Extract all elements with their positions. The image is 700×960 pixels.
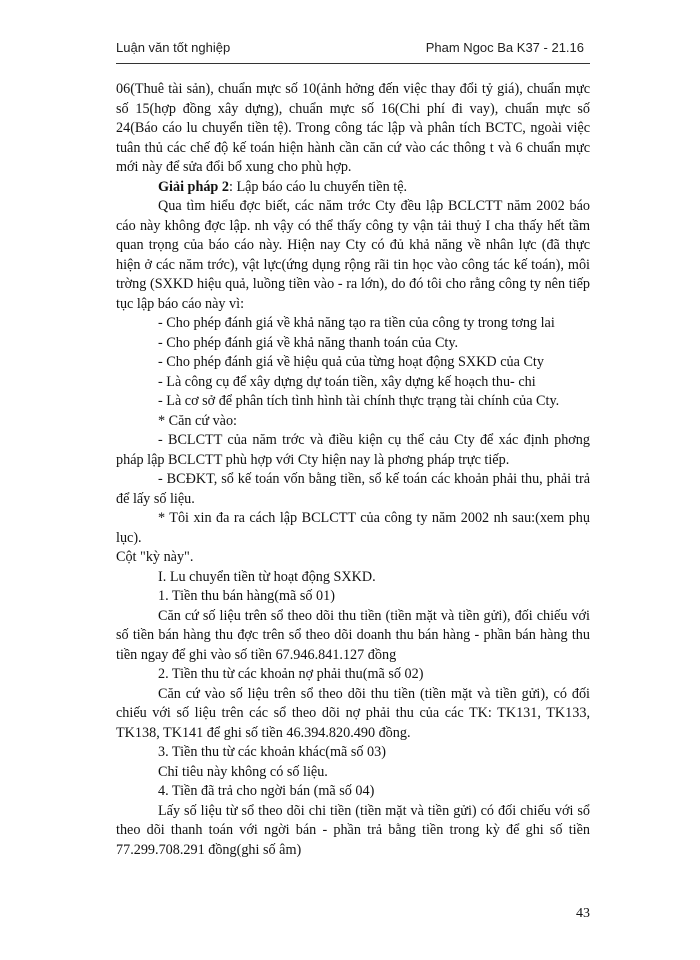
solution-label: Giải pháp 2 — [158, 178, 229, 195]
item-description: Lấy số liệu từ sổ theo dõi chi tiền (tiền mặt và tiền gửi) có đối chiếu với sổ theo dõi thanh toán với ngời bán - phần trả bằng tiền trong kỳ để ghi số tiền 77.299.708.291 đồng(ghi số âm) — [116, 802, 590, 858]
header-divider — [116, 63, 590, 64]
item-description: Căn cứ vào số liệu trên sổ theo dõi thu tiền (tiền mặt và tiền gửi), có đối chiếu với số liệu trên các sổ theo dõi nợ phải thu của các TK: TK131, TK133, TK138, TK141 để ghi số tiền 46.394.820.490 đồng. — [116, 685, 590, 741]
item-heading: 2. Tiền thu từ các khoản nợ phải thu(mã số 02) — [158, 666, 424, 682]
basis-heading: * Căn cứ vào: — [158, 412, 238, 429]
list-item: - Là cơ sở để phân tích tình hình tài chính thực trạng tài chính của Cty. — [158, 393, 560, 409]
list-item: - Cho phép đánh giá về khả năng thanh toán của Cty. — [158, 334, 459, 351]
section-heading: I. Lu chuyển tiền từ hoạt động SXKD. — [158, 568, 376, 585]
page-number: 43 — [576, 906, 590, 921]
list-item: - BCĐKT, sổ kế toán vốn bằng tiền, sổ kế toán các khoản phải thu, phải trả để lấy số liệu. — [116, 471, 590, 507]
list-item: - BCLCTT của năm trớc và điều kiện cụ thể cảu Cty để xác định phơng pháp lập BCLCTT phù hợp với Cty hiện nay là phơng pháp trực tiếp. — [116, 432, 590, 468]
item-description: Căn cứ số liệu trên sổ theo dõi thu tiền (tiền mặt và tiền gửi), đối chiếu với số tiền bán hàng thu đợc trên sổ theo dõi doanh thu bán hàng - phần bán hàng thu tiền ngay để ghi vào số tiền 67.946.841.127 đồng — [116, 607, 590, 663]
list-item: - Cho phép đánh giá về khả năng tạo ra tiền của công ty trong tơng lai — [158, 315, 555, 331]
item-heading: 1. Tiền thu bán hàng(mã số 01) — [158, 588, 335, 604]
solution-title: : Lập báo cáo lu chuyển tiền tệ. — [228, 178, 408, 195]
header-author: Pham Ngoc Ba K37 - 21.16 — [425, 40, 584, 55]
header-thesis-title: Luận văn tốt nghiệp — [116, 40, 231, 55]
item-heading: 4. Tiền đã trả cho ngời bán (mã số 04) — [158, 783, 375, 799]
page-header — [116, 40, 584, 60]
paragraph-reasoning: Qua tìm hiểu đợc biết, các năm trớc Cty đều lập BCLCTT năm 2002 báo cáo này không đợc lập. nh vậy có thể thấy công ty vận tải thuỷ I cha thấy hết tầm quan trọng của báo cáo này. Hiện nay Cty có đủ khả năng về nhân lực (đã thực hiện ở các năm trớc), vật lực(ứng dụng rộng rãi tin học vào công tác kế toán), môi trờng (SXKD hiệu quả, luồng tiền vào - ra lớn), do đó tôi cho rằng công ty nên tiếp tục lập báo cáo này vì: — [116, 198, 590, 312]
column-heading: Cột "kỳ này". — [116, 549, 194, 565]
item-description: Chỉ tiêu này không có số liệu. — [158, 763, 328, 780]
page-body — [116, 80, 590, 860]
solution-heading — [116, 178, 590, 198]
list-item: - Là công cụ để xây dựng dự toán tiền, xây dựng kế hoạch thu- chi — [158, 373, 536, 390]
paragraph-standards: 06(Thuê tài sản), chuẩn mực số 10(ảnh hởng đến việc thay đổi tỷ giá), chuẩn mực số 15(hợp đồng xây dựng), chuẩn mực số 16(Chi phí đi vay), chuẩn mực số 24(Báo cáo lu chuyển tiền tệ). Trong công tác lập và phân tích BCTC, ngoài việc tuân thủ các chế độ kế toán hiện hành cần căn cứ vào các thông t và 6 chuẩn mực mới này để sửa đổi bổ xung cho phù hợp. — [116, 81, 590, 175]
paragraph-method: * Tôi xin đa ra cách lập BCLCTT của công ty năm 2002 nh sau:(xem phụ lục). — [116, 510, 590, 546]
item-heading: 3. Tiền thu từ các khoản khác(mã số 03) — [158, 744, 386, 760]
list-item: - Cho phép đánh giá về hiệu quả của từng hoạt động SXKD của Cty — [158, 354, 544, 370]
